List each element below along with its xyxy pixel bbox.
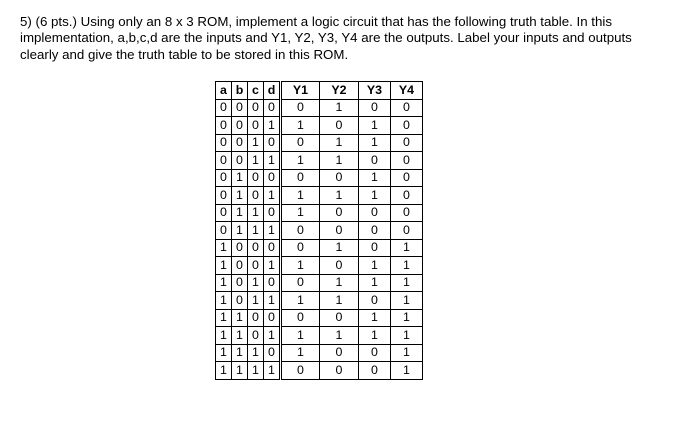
cell-c: 0: [248, 257, 264, 275]
table-row: [216, 204, 423, 222]
cell-d: 1: [264, 117, 281, 135]
cell-y1: 1: [281, 292, 320, 310]
table-row: [216, 274, 423, 292]
cell-d: 1: [264, 222, 281, 240]
cell-b: 0: [232, 152, 248, 170]
header-y1: Y1: [281, 82, 320, 100]
cell-c: 1: [248, 362, 264, 380]
cell-b: 0: [232, 274, 248, 292]
cell-b: 1: [232, 344, 248, 362]
cell-y1: 0: [281, 309, 320, 327]
cell-y3: 1: [359, 169, 391, 187]
cell-d: 0: [264, 239, 281, 257]
cell-y4: 1: [391, 344, 423, 362]
cell-b: 1: [232, 362, 248, 380]
cell-y1: 1: [281, 257, 320, 275]
cell-y4: 1: [391, 327, 423, 345]
cell-y1: 0: [281, 274, 320, 292]
table-row: [216, 362, 423, 380]
cell-d: 1: [264, 327, 281, 345]
cell-y2: 0: [320, 169, 359, 187]
cell-y4: 0: [391, 134, 423, 152]
cell-b: 0: [232, 239, 248, 257]
cell-a: 0: [216, 222, 232, 240]
cell-y3: 1: [359, 134, 391, 152]
cell-y1: 1: [281, 344, 320, 362]
cell-a: 0: [216, 187, 232, 205]
cell-y3: 0: [359, 362, 391, 380]
table-row: [216, 257, 423, 275]
cell-y3: 0: [359, 239, 391, 257]
truth-table-body: [216, 99, 423, 379]
cell-y4: 0: [391, 187, 423, 205]
cell-y2: 1: [320, 239, 359, 257]
cell-y2: 0: [320, 204, 359, 222]
cell-y2: 1: [320, 327, 359, 345]
question-line-3: clearly and give the truth table to be stored in this ROM.: [20, 46, 349, 62]
table-row: [216, 134, 423, 152]
cell-d: 0: [264, 134, 281, 152]
cell-d: 0: [264, 274, 281, 292]
cell-y3: 0: [359, 222, 391, 240]
cell-y4: 1: [391, 274, 423, 292]
header-a: a: [216, 82, 232, 100]
cell-c: 1: [248, 204, 264, 222]
cell-y4: 1: [391, 309, 423, 327]
cell-y4: 0: [391, 152, 423, 170]
cell-y4: 0: [391, 117, 423, 135]
cell-a: 0: [216, 117, 232, 135]
cell-y1: 1: [281, 327, 320, 345]
cell-c: 1: [248, 152, 264, 170]
cell-y2: 0: [320, 309, 359, 327]
cell-b: 0: [232, 292, 248, 310]
cell-y4: 1: [391, 362, 423, 380]
cell-y1: 0: [281, 222, 320, 240]
header-c: c: [248, 82, 264, 100]
table-row: [216, 327, 423, 345]
cell-y3: 1: [359, 257, 391, 275]
cell-a: 0: [216, 169, 232, 187]
header-y4: Y4: [391, 82, 423, 100]
cell-y3: 1: [359, 117, 391, 135]
cell-y4: 0: [391, 169, 423, 187]
cell-a: 1: [216, 344, 232, 362]
cell-c: 0: [248, 117, 264, 135]
cell-c: 1: [248, 344, 264, 362]
cell-b: 0: [232, 99, 248, 117]
cell-y1: 1: [281, 204, 320, 222]
cell-y2: 0: [320, 344, 359, 362]
cell-y3: 0: [359, 204, 391, 222]
cell-d: 1: [264, 292, 281, 310]
cell-c: 1: [248, 292, 264, 310]
cell-y1: 0: [281, 362, 320, 380]
cell-a: 0: [216, 204, 232, 222]
cell-y1: 1: [281, 117, 320, 135]
table-row: [216, 344, 423, 362]
cell-d: 1: [264, 152, 281, 170]
cell-a: 0: [216, 134, 232, 152]
cell-d: 1: [264, 187, 281, 205]
question-line-1: 5) (6 pts.) Using only an 8 x 3 ROM, implement a logic circuit that has the following truth table. In this: [20, 14, 612, 29]
cell-a: 1: [216, 239, 232, 257]
cell-y1: 1: [281, 152, 320, 170]
cell-a: 1: [216, 274, 232, 292]
table-row: [216, 169, 423, 187]
cell-a: 1: [216, 309, 232, 327]
cell-y3: 1: [359, 327, 391, 345]
table-row: [216, 117, 423, 135]
cell-y2: 1: [320, 99, 359, 117]
cell-b: 0: [232, 134, 248, 152]
cell-d: 0: [264, 344, 281, 362]
cell-y3: 0: [359, 292, 391, 310]
cell-y4: 0: [391, 204, 423, 222]
cell-d: 0: [264, 309, 281, 327]
cell-b: 1: [232, 309, 248, 327]
cell-c: 0: [248, 169, 264, 187]
cell-a: 1: [216, 257, 232, 275]
table-row: [216, 292, 423, 310]
cell-y2: 1: [320, 274, 359, 292]
cell-c: 1: [248, 134, 264, 152]
cell-a: 0: [216, 99, 232, 117]
cell-y1: 0: [281, 134, 320, 152]
header-d: d: [264, 82, 281, 100]
cell-a: 1: [216, 327, 232, 345]
cell-d: 0: [264, 169, 281, 187]
cell-y2: 1: [320, 152, 359, 170]
cell-c: 1: [248, 274, 264, 292]
cell-y2: 0: [320, 257, 359, 275]
cell-b: 1: [232, 327, 248, 345]
cell-c: 0: [248, 187, 264, 205]
cell-c: 0: [248, 309, 264, 327]
cell-y1: 0: [281, 99, 320, 117]
cell-y1: 1: [281, 187, 320, 205]
cell-c: 0: [248, 99, 264, 117]
cell-y2: 0: [320, 362, 359, 380]
table-row: [216, 309, 423, 327]
cell-a: 0: [216, 152, 232, 170]
cell-y2: 1: [320, 187, 359, 205]
header-b: b: [232, 82, 248, 100]
question-text: [20, 14, 660, 63]
cell-y2: 0: [320, 117, 359, 135]
header-y3: Y3: [359, 82, 391, 100]
cell-y3: 1: [359, 309, 391, 327]
cell-b: 1: [232, 222, 248, 240]
table-row: [216, 99, 423, 117]
cell-d: 1: [264, 257, 281, 275]
cell-y3: 1: [359, 187, 391, 205]
cell-b: 1: [232, 204, 248, 222]
cell-b: 0: [232, 117, 248, 135]
cell-a: 1: [216, 362, 232, 380]
table-row: [216, 152, 423, 170]
cell-y3: 0: [359, 344, 391, 362]
cell-y1: 0: [281, 239, 320, 257]
cell-c: 1: [248, 222, 264, 240]
cell-d: 1: [264, 362, 281, 380]
cell-d: 0: [264, 204, 281, 222]
cell-y3: 1: [359, 274, 391, 292]
cell-y4: 1: [391, 239, 423, 257]
cell-c: 0: [248, 239, 264, 257]
cell-y4: 0: [391, 99, 423, 117]
question-line-2: implementation, a,b,c,d are the inputs and Y1, Y2, Y3, Y4 are the outputs. Label your inputs and outputs: [20, 30, 632, 46]
cell-d: 0: [264, 99, 281, 117]
header-y2: Y2: [320, 82, 359, 100]
cell-b: 0: [232, 257, 248, 275]
cell-y4: 0: [391, 222, 423, 240]
cell-y1: 0: [281, 169, 320, 187]
table-row: [216, 187, 423, 205]
table-row: [216, 239, 423, 257]
table-row: [216, 222, 423, 240]
cell-y2: 1: [320, 134, 359, 152]
truth-table-header-row: [216, 82, 423, 100]
truth-table: [215, 81, 423, 380]
cell-y2: 1: [320, 292, 359, 310]
cell-y4: 1: [391, 257, 423, 275]
cell-a: 1: [216, 292, 232, 310]
cell-b: 1: [232, 187, 248, 205]
cell-y3: 0: [359, 99, 391, 117]
cell-y4: 1: [391, 292, 423, 310]
cell-y2: 0: [320, 222, 359, 240]
cell-y3: 0: [359, 152, 391, 170]
cell-c: 0: [248, 327, 264, 345]
cell-b: 1: [232, 169, 248, 187]
